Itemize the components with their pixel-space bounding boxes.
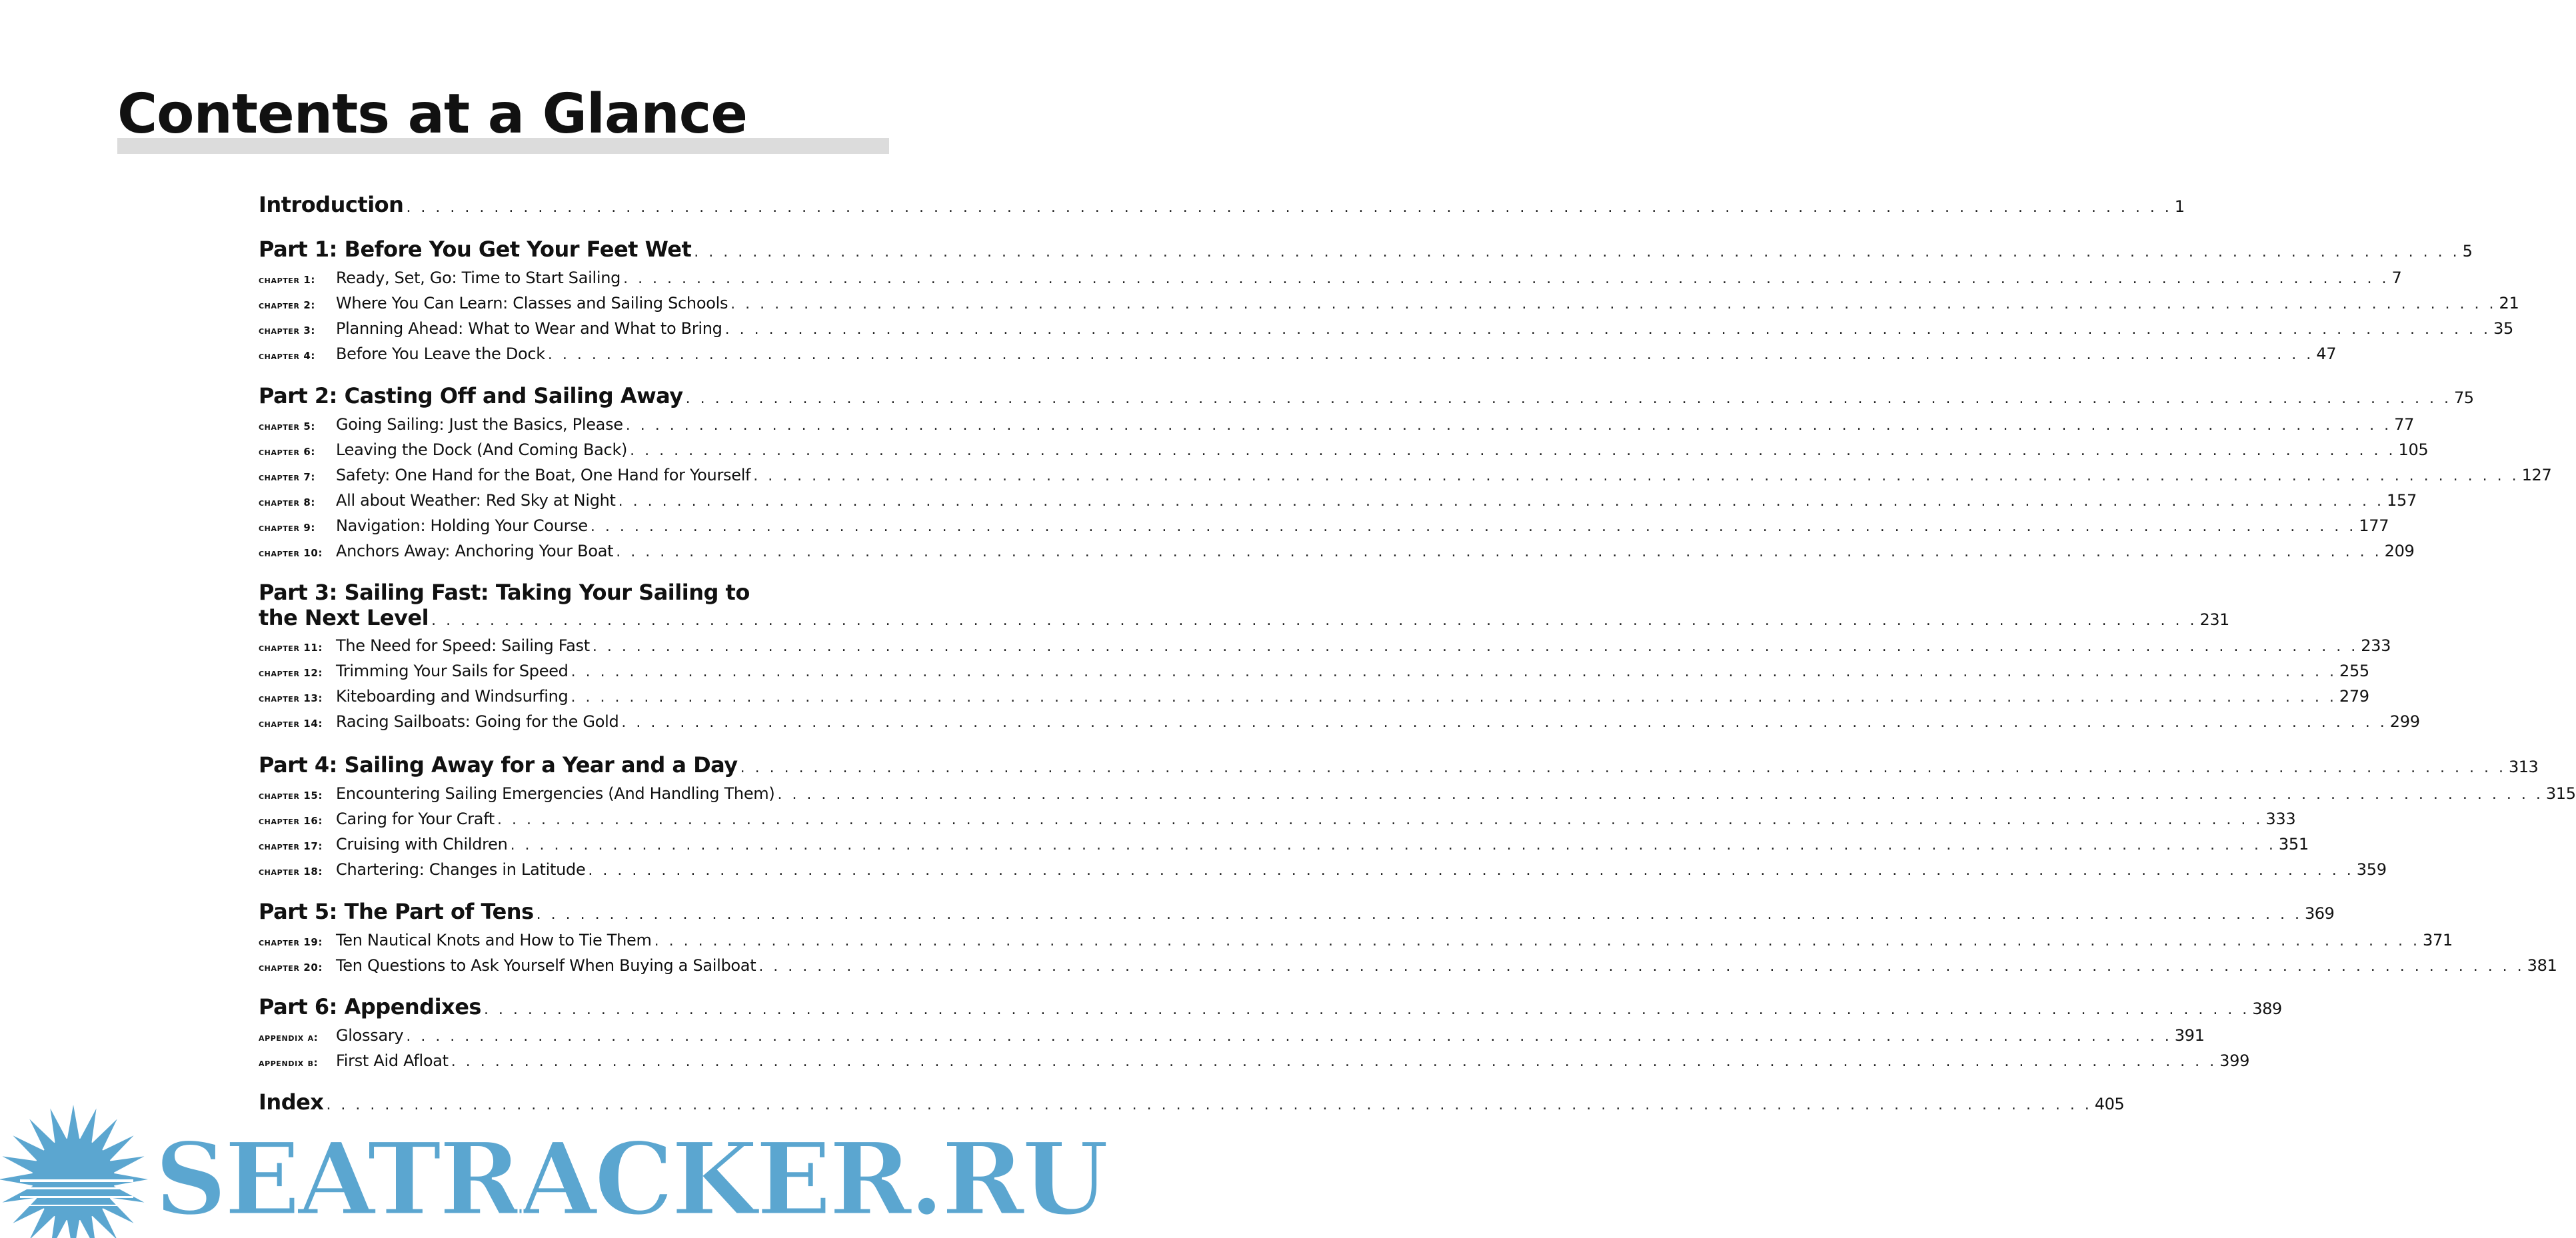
chapter-page: 233 bbox=[2361, 636, 2391, 655]
toc-part-1[interactable] bbox=[259, 237, 2473, 262]
chapter-label: chapter 16: bbox=[259, 815, 323, 827]
chapter-title: Ready, Set, Go: Time to Start Sailing bbox=[336, 269, 621, 287]
toc-chapter-8[interactable] bbox=[259, 491, 2417, 510]
leader-dots bbox=[548, 346, 2313, 363]
chapter-title: Safety: One Hand for the Boat, One Hand for Yourself bbox=[336, 466, 751, 484]
part-title: Part 5: The Part of Tens bbox=[259, 899, 534, 924]
introduction-title: Introduction bbox=[259, 192, 404, 217]
part-title: Part 6: Appendixes bbox=[259, 994, 481, 1019]
sun-icon bbox=[0, 1099, 160, 1233]
chapter-title: Kiteboarding and Windsurfing bbox=[336, 687, 569, 706]
toc-part-2[interactable] bbox=[259, 383, 2474, 408]
toc-chapter-4[interactable] bbox=[259, 344, 2337, 363]
part-title-line2: the Next Level bbox=[259, 605, 429, 630]
chapter-page: 177 bbox=[2359, 516, 2389, 535]
chapter-title: Caring for Your Craft bbox=[336, 810, 495, 828]
chapter-label: chapter 11: bbox=[259, 642, 323, 654]
chapter-page: 157 bbox=[2387, 491, 2417, 510]
chapter-page: 359 bbox=[2356, 860, 2387, 879]
leader-dots bbox=[623, 271, 2389, 287]
toc-chapter-3[interactable] bbox=[259, 319, 2513, 338]
chapter-title: Navigation: Holding Your Course bbox=[336, 516, 588, 535]
chapter-label: chapter 1: bbox=[259, 274, 315, 286]
chapter-page: 299 bbox=[2389, 712, 2420, 731]
leader-dots bbox=[591, 518, 2356, 535]
part-page: 75 bbox=[2453, 388, 2474, 407]
part-title: Part 1: Before You Get Your Feet Wet bbox=[259, 237, 692, 262]
part-title: Part 4: Sailing Away for a Year and a Day bbox=[259, 752, 738, 778]
toc-chapter-17[interactable] bbox=[259, 835, 2309, 854]
toc-chapter-19[interactable] bbox=[259, 931, 2453, 949]
chapter-label: chapter 3: bbox=[259, 324, 315, 336]
chapter-page: 105 bbox=[2398, 440, 2429, 459]
chapter-title: Where You Can Learn: Classes and Sailing Schools bbox=[336, 294, 728, 312]
leader-dots bbox=[630, 442, 2395, 459]
chapter-label: chapter 4: bbox=[259, 350, 315, 362]
leader-dots bbox=[406, 1028, 2171, 1045]
toc-chapter-7[interactable] bbox=[259, 466, 2552, 484]
leader-dots bbox=[451, 1053, 2217, 1070]
toc-chapter-12[interactable] bbox=[259, 662, 2369, 680]
part-page: 231 bbox=[2199, 610, 2229, 629]
leader-dots bbox=[758, 958, 2524, 975]
index-title: Index bbox=[259, 1089, 324, 1115]
toc-part-4[interactable] bbox=[259, 752, 2539, 778]
toc-chapter-2[interactable] bbox=[259, 294, 2519, 312]
chapter-page: 127 bbox=[2521, 466, 2552, 484]
leader-dots bbox=[725, 321, 2491, 338]
appendix-title: Glossary bbox=[336, 1026, 404, 1045]
leader-dots bbox=[537, 906, 2302, 923]
index-page: 405 bbox=[2094, 1095, 2125, 1113]
appendix-page: 399 bbox=[2219, 1051, 2250, 1070]
toc-chapter-1[interactable] bbox=[259, 269, 2402, 287]
toc-appendix-a[interactable] bbox=[259, 1026, 2205, 1045]
leader-dots bbox=[753, 468, 2519, 484]
appendix-title: First Aid Afloat bbox=[336, 1051, 449, 1070]
chapter-label: chapter 13: bbox=[259, 692, 323, 704]
chapter-title: All about Weather: Red Sky at Night bbox=[336, 491, 616, 510]
chapter-title: Before You Leave the Dock bbox=[336, 344, 545, 363]
chapter-title: Trimming Your Sails for Speed bbox=[336, 662, 569, 680]
toc-chapter-20[interactable] bbox=[259, 956, 2557, 975]
toc-chapter-11[interactable] bbox=[259, 636, 2391, 655]
chapter-page: 35 bbox=[2493, 319, 2513, 338]
part-title: Part 2: Casting Off and Sailing Away bbox=[259, 383, 683, 408]
introduction-page: 1 bbox=[2174, 197, 2185, 216]
chapter-title: The Need for Speed: Sailing Fast bbox=[336, 636, 590, 655]
chapter-title: Racing Sailboats: Going for the Gold bbox=[336, 712, 619, 731]
leader-dots bbox=[694, 244, 2459, 261]
chapter-page: 279 bbox=[2339, 687, 2369, 706]
chapter-label: chapter 20: bbox=[259, 961, 323, 973]
leader-dots bbox=[686, 390, 2451, 407]
leader-dots bbox=[730, 296, 2496, 312]
toc-chapter-5[interactable] bbox=[259, 415, 2415, 434]
toc-part-5[interactable] bbox=[259, 899, 2335, 924]
chapter-label: chapter 5: bbox=[259, 420, 315, 432]
chapter-label: chapter 17: bbox=[259, 840, 323, 852]
leader-dots bbox=[740, 760, 2506, 776]
chapter-page: 351 bbox=[2278, 835, 2309, 854]
leader-dots bbox=[593, 638, 2358, 655]
watermark-text: SEATRACKER.RU bbox=[155, 1121, 1106, 1238]
chapter-title: Ten Questions to Ask Yourself When Buying a Sailboat bbox=[336, 956, 756, 975]
part-page: 5 bbox=[2462, 242, 2473, 261]
toc-chapter-15[interactable] bbox=[259, 784, 2576, 803]
part-page: 313 bbox=[2508, 758, 2539, 776]
chapter-label: chapter 2: bbox=[259, 299, 315, 311]
appendix-label: appendix a: bbox=[259, 1031, 319, 1043]
chapter-page: 77 bbox=[2394, 415, 2415, 434]
chapter-title: Cruising with Children bbox=[336, 835, 508, 854]
leader-dots bbox=[571, 664, 2337, 680]
part-title-line1: Part 3: Sailing Fast: Taking Your Sailing to bbox=[259, 580, 750, 605]
leader-dots bbox=[777, 786, 2543, 803]
appendix-page: 391 bbox=[2174, 1026, 2205, 1045]
leader-dots bbox=[484, 1001, 2249, 1018]
chapter-page: 381 bbox=[2527, 956, 2557, 975]
leader-dots bbox=[626, 417, 2391, 434]
chapter-label: chapter 10: bbox=[259, 547, 323, 559]
leader-dots bbox=[654, 933, 2420, 949]
toc-chapter-18[interactable] bbox=[259, 860, 2387, 879]
leader-dots bbox=[571, 689, 2336, 706]
chapter-page: 209 bbox=[2384, 542, 2415, 560]
leader-dots bbox=[431, 612, 2197, 629]
leader-dots bbox=[497, 812, 2263, 828]
chapter-label: chapter 7: bbox=[259, 471, 315, 483]
chapter-title: Anchors Away: Anchoring Your Boat bbox=[336, 542, 614, 560]
chapter-title: Encountering Sailing Emergencies (And Handling Them) bbox=[336, 784, 775, 803]
toc-chapter-13[interactable] bbox=[259, 687, 2369, 706]
toc-chapter-14[interactable] bbox=[259, 712, 2420, 731]
chapter-label: chapter 19: bbox=[259, 936, 323, 948]
chapter-page: 47 bbox=[2316, 344, 2337, 363]
part-page: 369 bbox=[2304, 904, 2335, 923]
toc-part-6[interactable] bbox=[259, 994, 2282, 1019]
chapter-page: 7 bbox=[2391, 269, 2402, 287]
chapter-label: chapter 15: bbox=[259, 790, 323, 802]
appendix-label: appendix b: bbox=[259, 1057, 319, 1069]
toc-chapter-6[interactable] bbox=[259, 440, 2429, 459]
leader-dots bbox=[621, 714, 2387, 731]
leader-dots bbox=[511, 837, 2276, 854]
page-title: Contents at a Glance bbox=[117, 83, 747, 146]
chapter-title: Planning Ahead: What to Wear and What to Bring bbox=[336, 319, 722, 338]
chapter-label: chapter 9: bbox=[259, 522, 315, 534]
toc-chapter-9[interactable] bbox=[259, 516, 2389, 535]
chapter-label: chapter 14: bbox=[259, 718, 323, 730]
chapter-title: Going Sailing: Just the Basics, Please bbox=[336, 415, 623, 434]
chapter-title: Leaving the Dock (And Coming Back) bbox=[336, 440, 628, 459]
chapter-page: 333 bbox=[2265, 810, 2296, 828]
leader-dots bbox=[619, 493, 2384, 510]
leader-dots bbox=[588, 862, 2353, 879]
chapter-label: chapter 8: bbox=[259, 496, 315, 508]
leader-dots bbox=[406, 199, 2171, 216]
toc-introduction[interactable] bbox=[259, 192, 2185, 217]
part-page: 389 bbox=[2252, 999, 2282, 1018]
chapter-title: Chartering: Changes in Latitude bbox=[336, 860, 586, 879]
toc-chapter-10[interactable] bbox=[259, 542, 2415, 560]
chapter-title: Ten Nautical Knots and How to Tie Them bbox=[336, 931, 652, 949]
leader-dots bbox=[616, 544, 2381, 560]
chapter-page: 255 bbox=[2339, 662, 2369, 680]
chapter-page: 315 bbox=[2545, 784, 2576, 803]
chapter-page: 371 bbox=[2422, 931, 2453, 949]
toc-chapter-16[interactable] bbox=[259, 810, 2296, 828]
chapter-label: chapter 6: bbox=[259, 446, 315, 458]
chapter-page: 21 bbox=[2499, 294, 2519, 312]
chapter-label: chapter 12: bbox=[259, 667, 323, 679]
chapter-label: chapter 18: bbox=[259, 866, 323, 878]
toc-appendix-b[interactable] bbox=[259, 1051, 2250, 1070]
